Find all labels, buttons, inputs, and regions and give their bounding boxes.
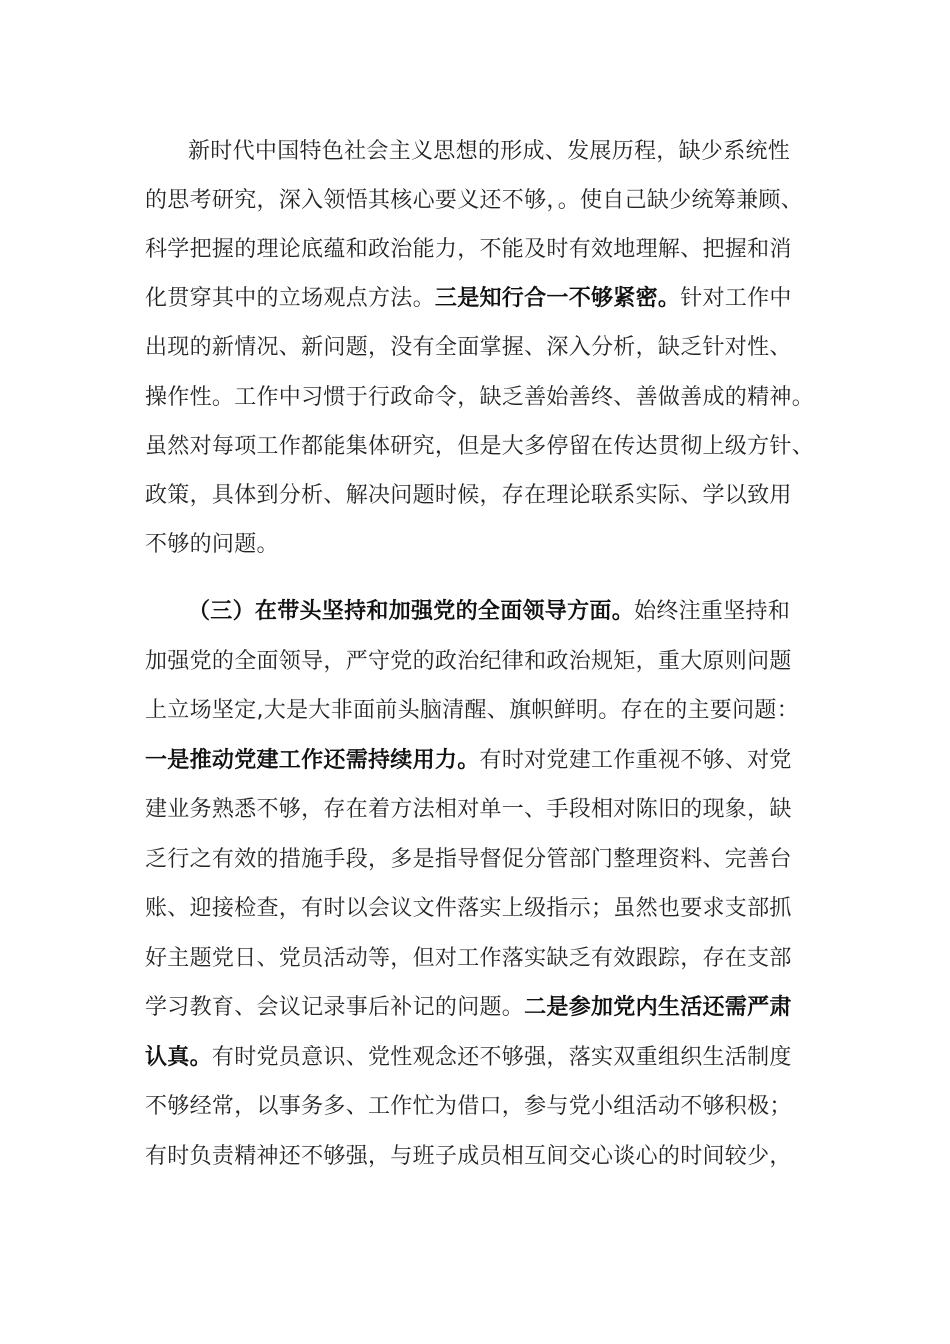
text-run: 化贯穿其中的立场观点方法。 [145,286,435,312]
bold-text-run: 三是知行合一不够紧密。 [434,286,681,312]
text-run: 虽然对每项工作都能集体研究，但是大多停留在传达贯彻上级方针、 [145,433,815,459]
paragraph-1-line [145,378,825,418]
paragraph-2-line [145,889,825,929]
paragraph-1-line [145,476,825,516]
paragraph-1-line [188,132,828,172]
paragraph-1-line [145,181,825,221]
paragraph-2-line [145,1038,825,1078]
text-run: 建业务熟悉不够，存在着方法相对单一、手段相对陈旧的现象，缺 [145,797,792,822]
text-run: 账、迎接检查，有时以会议文件落实上级指示；虽然也要求支部抓 [145,896,792,921]
bold-text-run: 一是推动党建工作还需持续用力。 [145,747,480,773]
paragraph-2-line [145,1087,825,1127]
paragraph-1-line [145,427,825,467]
paragraph-1-line [145,525,825,565]
paragraph-1-line [145,279,825,319]
paragraph-2-line [145,790,825,830]
text-run: 有时对党建工作重视不够、对党 [479,747,792,773]
text-run: 政策，具体到分析、解决问题时候，存在理论联系实际、学以致用 [145,482,792,508]
paragraph-2-line [145,691,825,731]
paragraph-2-line [145,988,825,1028]
paragraph-1-line [145,230,825,270]
paragraph-2-line [145,1137,825,1177]
text-run: 不够经常，以事务多、工作忙为借口，参与党小组活动不够积极； [145,1094,792,1119]
text-run: 乏行之有效的措施手段，多是指导督促分管部门整理资料、完善台 [145,846,792,872]
paragraph-2-line [145,642,825,682]
paragraph-2-line [188,592,828,632]
paragraph-2-line [145,741,825,781]
text-run: 科学把握的理论底蕴和政治能力，不能及时有效地理解、把握和消 [145,237,792,263]
paragraph-1-line [145,328,825,368]
paragraph-2-line [145,939,825,979]
text-run: 针对工作中 [680,286,792,312]
bold-text-run: 认真。 [145,1044,212,1070]
text-run: 操作性。工作中习惯于行政命令，缺乏善始善终、善做善成的精神。 [145,384,815,410]
text-run: 出现的新情况、新问题，没有全面掌握、深入分析，缺乏针对性、 [145,335,792,361]
text-run: 有时负责精神还不够强，与班子成员相互间交心谈心的时间较少， [145,1143,792,1169]
text-run: 新时代中国特色社会主义思想的形成、发展历程，缺少系统性 [188,139,791,164]
text-run: 不够的问题。 [145,531,279,557]
text-run: 的思考研究，深入领悟其核心要义还不够，。使自己缺少统筹兼顾、 [145,188,804,214]
bold-text-run: （三）在带头坚持和加强党的全面领导方面。 [188,599,635,624]
text-run: 好主题党日、党员活动等，但对工作落实缺乏有效跟踪，存在支部 [145,945,792,971]
bold-text-run: 二是参加党内生活还需严肃 [524,995,792,1020]
text-run: 加强党的全面领导，严守党的政治纪律和政治规矩，重大原则问题 [145,648,792,674]
text-run: 上立场坚定,大是大非面前头脑清醒、旗帜鲜明。存在的主要问题： [145,698,799,723]
text-run: 始终注重坚持和 [634,599,791,624]
text-run: 有时党员意识、党性观念还不够强，落实双重组织生活制度 [211,1044,792,1070]
paragraph-2-line [145,840,825,880]
text-run: 学习教育、会议记录事后补记的问题。 [145,995,525,1020]
